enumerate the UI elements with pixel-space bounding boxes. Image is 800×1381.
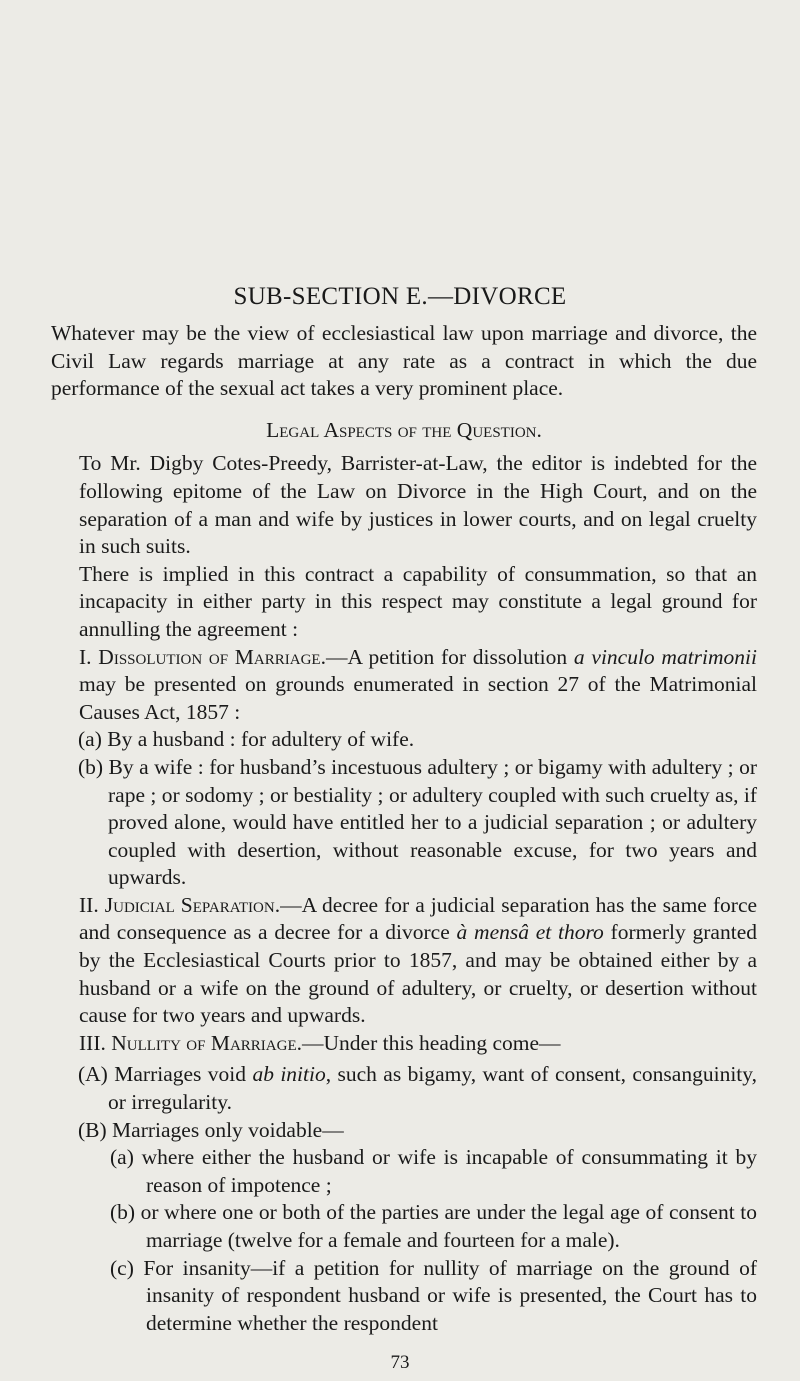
latin-term: à mensâ et thoro [456, 920, 604, 945]
item-label: (b) [78, 754, 104, 779]
item-label: (c) [110, 1255, 134, 1280]
latin-term: ab initio [252, 1062, 326, 1087]
sub-list-item: (b) or where one or both of the parties are under the legal age of consent to marriage (twelve for a female and fourteen for a male). [110, 1200, 758, 1252]
section-title: Dissolution of Marriage. [98, 644, 326, 669]
section-judicial-separation: II. Judicial Separation.—A decree for a judicial separation has the same force and consequence as a decree for a divorce à mensâ et thoro formerly granted by the Ecclesiastical Courts prior to 1857, and may be obtained either by a husband or a wife on the ground of adultery, or cruelty, or desertion without cause for two years and upwards. [79, 892, 758, 1028]
item-label: (b) [110, 1200, 136, 1225]
list-item: (b) By a wife : for husband’s incestuous adultery ; or bigamy with adultery ; or rape ; or sodomy ; or bestiality ; or adultery coupled with such cruelty as, if proved alone, would have entitled her to a judicial separation ; or adultery coupled with desertion, without reasonable excuse, for two years and upwards. [78, 754, 757, 890]
latin-term: a vinculo matrimonii [573, 644, 757, 669]
section-title: Nullity of Marriage. [111, 1030, 302, 1055]
section-number: I. [79, 644, 92, 669]
page-number: 73 [390, 1352, 410, 1373]
intro-paragraph: Whatever may be the view of ecclesiastical law upon marriage and divorce, the Civil Law regards marriage at any rate as a contract in which the due performance of the sexual act takes a very prominent place. [51, 321, 757, 401]
item-label: (a) [110, 1145, 134, 1170]
list-item: (a) By a husband : for adultery of wife. [78, 727, 415, 752]
editor-paragraph: To Mr. Digby Cotes-Preedy, Barrister-at-Law, the editor is indebted for the following epitome of the Law on Divorce in the High Court, and on the separation of a man and wife by justices in lower courts, and on legal cruelty in such suits. [79, 451, 757, 559]
section-dissolution: I. Dissolution of Marriage.—A petition for dissolution a vinculo matrimonii may be presented on grounds enumerated in section 27 of the Matrimonial Causes Act, 1857 : [79, 644, 757, 724]
item-label: (B) [78, 1117, 107, 1142]
item-label: (A) [78, 1062, 108, 1087]
section-number: II. [79, 892, 99, 917]
section-heading: SUB-SECTION E.—DIVORCE [233, 283, 567, 310]
sub-list-item: (c) For insanity—if a petition for nullity of marriage on the ground of insanity of respondent husband or wife is presented, the Court has to determine whether the respondent [110, 1255, 757, 1335]
list-item: (A) Marriages void ab initio, such as bigamy, want of consent, consanguinity, or irregularity. [78, 1062, 757, 1115]
list-item: (B) Marriages only voidable— [78, 1117, 344, 1142]
sub-list-item: (a) where either the husband or wife is incapable of consummating it by reason of impotence ; [110, 1145, 757, 1197]
section-number: III. [79, 1030, 106, 1055]
implied-paragraph: There is implied in this contract a capability of consummation, so that an incapacity in either party in this respect may constitute a legal ground for annulling the agreement : [79, 561, 757, 641]
section-title: Judicial Separation. [104, 892, 281, 917]
item-label: (a) [78, 727, 102, 752]
body-text [51, 320, 757, 1337]
section-nullity: III. Nullity of Marriage.—Under this heading come— [79, 1030, 561, 1055]
subheading: Legal Aspects of the Question. [266, 417, 542, 442]
